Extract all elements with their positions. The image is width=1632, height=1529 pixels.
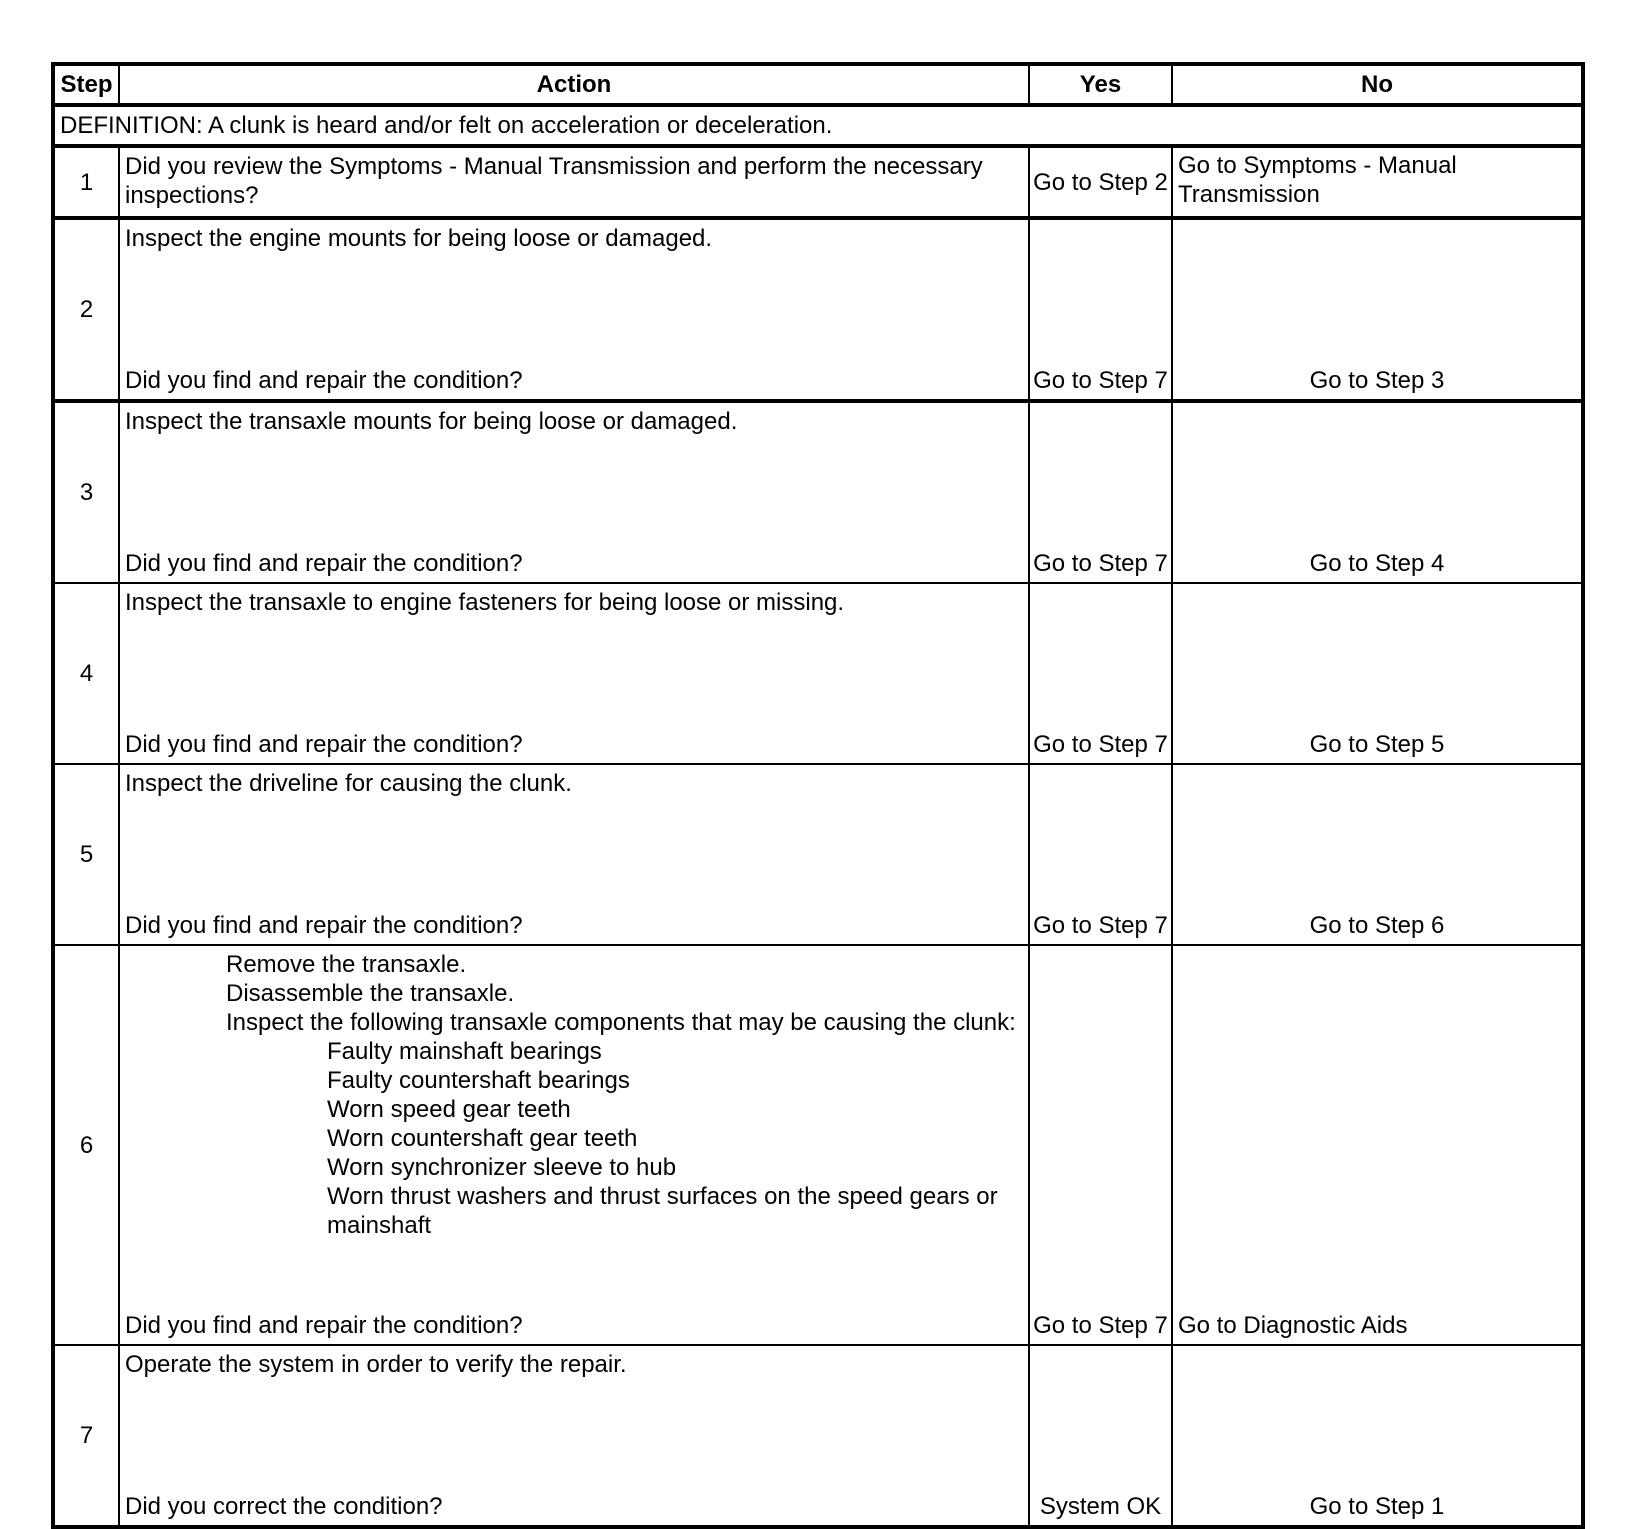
yes-result: Go to Step 7 — [1029, 764, 1172, 945]
no-result: Go to Step 3 — [1172, 218, 1583, 401]
yes-result: Go to Step 7 — [1029, 401, 1172, 583]
action-cell — [119, 401, 1029, 583]
component-item: Worn countershaft gear teeth — [327, 1125, 638, 1152]
procedure-step: Disassemble the transaxle. — [226, 980, 515, 1007]
action-text: Inspect the driveline for causing the clunk. — [125, 770, 572, 797]
action-question: Did you find and repair the condition? — [125, 550, 523, 577]
no-result: Go to Step 4 — [1172, 401, 1583, 583]
header-no: No — [1172, 64, 1583, 105]
step-number: 4 — [53, 583, 119, 764]
step-number: 2 — [53, 218, 119, 401]
header-row — [53, 64, 1583, 105]
no-result: Go to Step 1 — [1172, 1345, 1583, 1527]
definition-row — [53, 105, 1583, 146]
component-item: Faulty countershaft bearings — [327, 1067, 630, 1094]
header-yes: Yes — [1029, 64, 1172, 105]
header-action: Action — [119, 64, 1029, 105]
component-item: Worn thrust washers and thrust surfaces on the speed gears or mainshaft — [327, 1183, 998, 1239]
action-text: Inspect the transaxle mounts for being loose or damaged. — [125, 408, 738, 435]
table-row — [53, 146, 1583, 218]
yes-result: Go to Step 7 — [1029, 945, 1172, 1345]
no-result: Go to Step 5 — [1172, 583, 1583, 764]
no-result: Go to Diagnostic Aids — [1172, 945, 1583, 1345]
table-row — [53, 218, 1583, 401]
component-item: Faulty mainshaft bearings — [327, 1038, 602, 1065]
action-text: Inspect the transaxle to engine fasteners for being loose or missing. — [125, 589, 845, 616]
action-text: Did you review the Symptoms - Manual Transmission and perform the necessary inspections? — [125, 153, 983, 209]
step-number: 6 — [53, 945, 119, 1345]
action-question: Did you correct the condition? — [125, 1493, 443, 1520]
component-item: Worn speed gear teeth — [327, 1096, 571, 1123]
action-cell — [119, 1345, 1029, 1527]
action-cell — [119, 945, 1029, 1345]
action-question: Did you find and repair the condition? — [125, 367, 523, 394]
header-step: Step — [53, 64, 119, 105]
no-result: Go to Symptoms - Manual Transmission — [1172, 146, 1583, 218]
action-question: Did you find and repair the condition? — [125, 731, 523, 758]
procedure-step: Remove the transaxle. — [226, 951, 467, 978]
yes-result: Go to Step 7 — [1029, 218, 1172, 401]
table-row — [53, 583, 1583, 764]
no-result: Go to Step 6 — [1172, 764, 1583, 945]
action-text: Operate the system in order to verify the repair. — [125, 1351, 627, 1378]
component-item: Worn synchronizer sleeve to hub — [327, 1154, 677, 1181]
table-row — [53, 401, 1583, 583]
diagnostic-table — [51, 62, 1585, 1529]
definition-text: DEFINITION: A clunk is heard and/or felt on acceleration or deceleration. — [53, 105, 1583, 146]
step-number: 7 — [53, 1345, 119, 1527]
table-row — [53, 764, 1583, 945]
yes-result: Go to Step 7 — [1029, 583, 1172, 764]
yes-result: Go to Step 2 — [1029, 146, 1172, 218]
step-number: 3 — [53, 401, 119, 583]
action-question: Did you find and repair the condition? — [125, 1312, 523, 1339]
table-row — [53, 1345, 1583, 1527]
action-cell — [119, 146, 1029, 218]
step-number: 1 — [53, 146, 119, 218]
yes-result: System OK — [1029, 1345, 1172, 1527]
diagnostic-table-sheet — [51, 62, 1581, 1529]
action-text: Inspect the engine mounts for being loose or damaged. — [125, 225, 713, 252]
table-row — [53, 945, 1583, 1345]
action-cell — [119, 583, 1029, 764]
step-number: 5 — [53, 764, 119, 945]
procedure-step: Inspect the following transaxle components that may be causing the clunk: — [226, 1009, 1016, 1036]
action-cell — [119, 218, 1029, 401]
action-cell — [119, 764, 1029, 945]
action-question: Did you find and repair the condition? — [125, 912, 523, 939]
